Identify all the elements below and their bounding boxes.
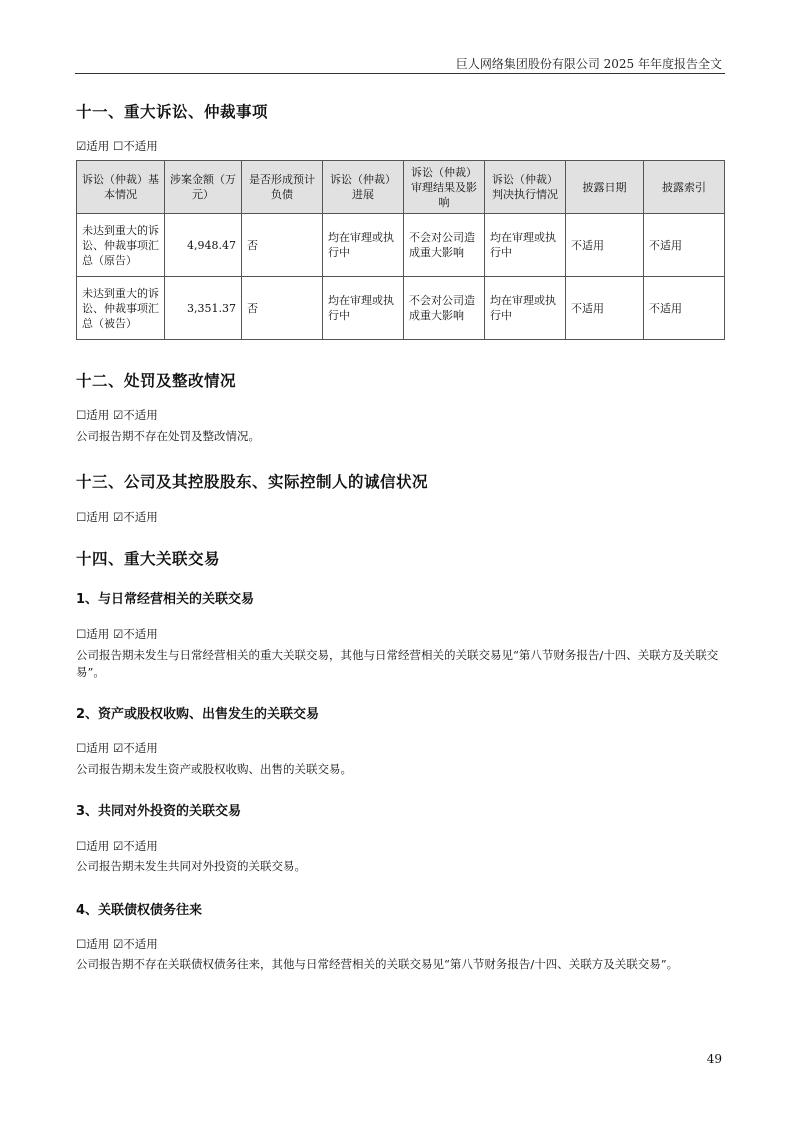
header-divider [75,73,725,74]
column-header: 诉讼（仲裁）进展 [323,161,404,214]
subsection-3-options: ☐适用 ☑不适用 [76,839,158,853]
table-cell: 不会对公司造成重大影响 [404,277,485,340]
subsection-4-text: 公司报告期不存在关联债权债务往来，其他与日常经营相关的关联交易见“第八节财务报告/十四、关联方及关联交易”。 [76,957,679,971]
section-14-title: 十四、重大关联交易 [76,550,221,568]
section-12-title: 十二、处罚及整改情况 [76,372,237,390]
subsection-2-text: 公司报告期未发生资产或股权收购、出售的关联交易。 [76,762,352,776]
subsection-2-options: ☐适用 ☑不适用 [76,741,158,755]
subsection-3-title: 3、共同对外投资的关联交易 [76,804,242,819]
table-cell: 不会对公司造成重大影响 [404,214,485,277]
subsection-1-options: ☐适用 ☑不适用 [76,627,158,641]
litigation-table [76,160,725,340]
column-header: 披露日期 [566,161,644,214]
column-header: 涉案金额（万元） [165,161,242,214]
table-cell: 均在审理或执行中 [323,214,404,277]
table-cell: 未达到重大的诉讼、仲裁事项汇总（被告） [77,277,165,340]
page-number: 49 [706,1052,722,1066]
table-cell: 均在审理或执行中 [485,277,566,340]
table-cell: 3,351.37 [165,277,242,340]
table-cell: 否 [242,214,323,277]
column-header: 诉讼（仲裁）审理结果及影响 [404,161,485,214]
table-cell: 不适用 [644,277,725,340]
table-cell: 不适用 [644,214,725,277]
table-row [77,214,725,277]
column-header: 是否形成预计负债 [242,161,323,214]
table-cell: 不适用 [566,277,644,340]
subsection-1-title: 1、与日常经营相关的关联交易 [76,592,255,607]
subsection-3-text: 公司报告期未发生共同对外投资的关联交易。 [76,859,306,873]
section-13-title: 十三、公司及其控股股东、实际控制人的诚信状况 [76,473,429,491]
subsection-4-title: 4、关联债权债务往来 [76,903,203,918]
section-12-options: ☐适用 ☑不适用 [76,408,158,422]
section-11-options: ☑适用 ☐不适用 [76,139,158,153]
section-11-title: 十一、重大诉讼、仲裁事项 [76,103,269,121]
column-header: 披露索引 [644,161,725,214]
table-cell: 不适用 [566,214,644,277]
subsection-2-title: 2、资产或股权收购、出售发生的关联交易 [76,707,320,722]
column-header: 诉讼（仲裁）判决执行情况 [485,161,566,214]
table-cell: 均在审理或执行中 [485,214,566,277]
table-row [77,277,725,340]
section-12-text: 公司报告期不存在处罚及整改情况。 [76,429,260,443]
table-cell: 未达到重大的诉讼、仲裁事项汇总（原告） [77,214,165,277]
column-header: 诉讼（仲裁）基本情况 [77,161,165,214]
section-13-options: ☐适用 ☑不适用 [76,510,158,524]
subsection-1-text: 公司报告期未发生与日常经营相关的重大关联交易，其他与日常经营相关的关联交易见“第八节财务报告/十四、关联方及关联交易”。 [76,648,719,679]
subsection-4-options: ☐适用 ☑不适用 [76,937,158,951]
table-cell: 否 [242,277,323,340]
table-cell: 4,948.47 [165,214,242,277]
table-header-row [77,161,725,214]
table-cell: 均在审理或执行中 [323,277,404,340]
report-header: 巨人网络集团股份有限公司 2025 年年度报告全文 [455,57,722,71]
